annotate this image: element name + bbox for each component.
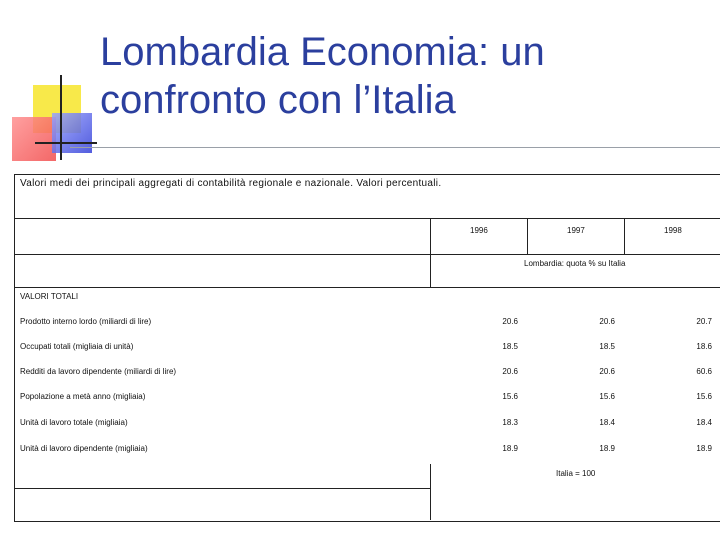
- cell-1996: 18.9: [502, 444, 518, 453]
- vrule-year-1: [527, 218, 528, 254]
- table-subheader: Lombardia: quota % su Italia: [524, 259, 626, 268]
- cell-1998: 60.6: [696, 367, 712, 376]
- year-header-1998: 1998: [664, 226, 682, 235]
- cell-1996: 18.3: [502, 418, 518, 427]
- title-line-1: Lombardia Economia: un: [100, 30, 545, 74]
- vrule-label-col-bottom: [430, 464, 431, 520]
- row-label: Prodotto interno lordo (miliardi di lire): [20, 317, 152, 326]
- cell-1997: 20.6: [599, 317, 615, 326]
- cell-1997: 15.6: [599, 392, 615, 401]
- logo-vertical-bar: [60, 75, 62, 160]
- rule-years: [14, 254, 720, 255]
- rule-caption: [14, 218, 720, 219]
- cell-1998: 18.6: [696, 342, 712, 351]
- row-label: Unità di lavoro totale (migliaia): [20, 418, 128, 427]
- cell-1998: 20.7: [696, 317, 712, 326]
- cell-1998: 18.9: [696, 444, 712, 453]
- red-square: [12, 117, 56, 161]
- cell-1996: 15.6: [502, 392, 518, 401]
- table-footnote: Italia = 100: [556, 469, 596, 478]
- cell-1998: 18.4: [696, 418, 712, 427]
- table-caption: Valori medi dei principali aggregati di contabilità regionale e nazionale. Valori percentuali.: [20, 178, 442, 189]
- cell-1996: 20.6: [502, 317, 518, 326]
- cell-1996: 18.5: [502, 342, 518, 351]
- vrule-year-2: [624, 218, 625, 254]
- cell-1997: 18.4: [599, 418, 615, 427]
- slide-title: [100, 28, 700, 124]
- row-label: Popolazione a metà anno (migliaia): [20, 392, 146, 401]
- rule-footer: [14, 488, 430, 489]
- section-label: VALORI TOTALI: [20, 292, 79, 301]
- logo-horizontal-bar: [35, 142, 97, 144]
- row-label: Occupati totali (migliaia di unità): [20, 342, 134, 351]
- title-line-2: confronto con l’Italia: [100, 78, 456, 122]
- row-label: Unità di lavoro dipendente (migliaia): [20, 444, 148, 453]
- year-header-1996: 1996: [470, 226, 488, 235]
- cell-1997: 18.5: [599, 342, 615, 351]
- cell-1997: 18.9: [599, 444, 615, 453]
- logo-squares-icon: [0, 75, 100, 165]
- year-header-1997: 1997: [567, 226, 585, 235]
- cell-1998: 15.6: [696, 392, 712, 401]
- vrule-label-col-top: [430, 218, 431, 288]
- rule-subheader: [14, 287, 720, 288]
- row-label: Redditi da lavoro dipendente (miliardi di lire): [20, 367, 177, 376]
- cell-1997: 20.6: [599, 367, 615, 376]
- title-divider: [70, 147, 720, 148]
- cell-1996: 20.6: [502, 367, 518, 376]
